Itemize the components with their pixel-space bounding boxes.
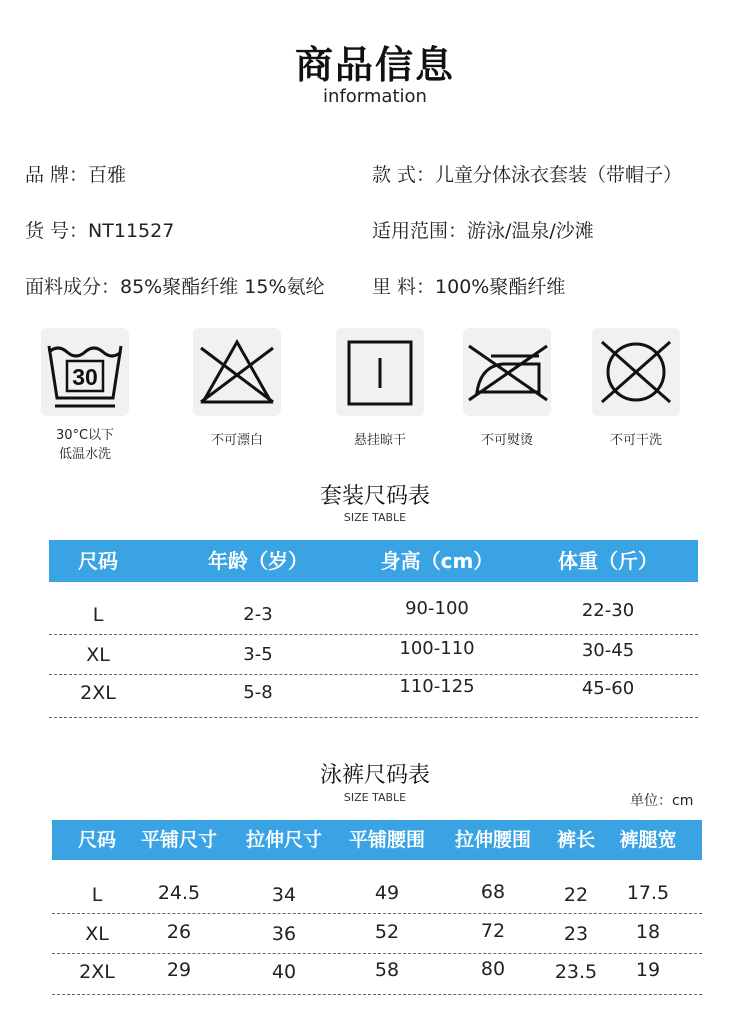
info-style: 款 式：儿童分体泳衣套装（带帽子） (372, 164, 683, 186)
row-divider (52, 913, 702, 914)
table-header-cell: 年龄（岁） (208, 549, 308, 573)
table-cell: 22 (563, 884, 589, 906)
table-cell: 36 (271, 923, 297, 945)
no-bleach-icon (193, 328, 281, 416)
unit-label: 单位：cm (630, 793, 694, 809)
table-cell: 3-5 (243, 644, 273, 665)
table-cell: 68 (480, 881, 506, 903)
hang-dry-icon (336, 328, 424, 416)
table-header-cell: 平铺腰围 (348, 829, 425, 851)
no-iron-icon (463, 328, 551, 416)
row-divider (49, 634, 698, 635)
table-header-cell: 尺码 (77, 829, 116, 851)
table-header-cell: 裤长 (556, 829, 595, 851)
page-title: 商品信息 (294, 43, 455, 87)
table-header-cell: 拉伸腰围 (454, 829, 531, 851)
care-label-no-bleach: 不可漂白 (210, 433, 263, 448)
table-cell: 80 (480, 958, 506, 980)
wash-temp-text: 30 (72, 364, 98, 390)
table-cell: 30-45 (581, 640, 635, 661)
trunks-table-header (52, 820, 702, 860)
table-cell: 72 (480, 920, 506, 942)
wash-30-icon (41, 328, 129, 416)
table-cell: 52 (374, 921, 400, 943)
size-table-subtitle: SIZE TABLE (343, 511, 407, 524)
table-header-cell: 拉伸尺寸 (245, 829, 322, 851)
size-table-title: 套装尺码表 (319, 484, 430, 509)
table-cell: 19 (635, 959, 661, 981)
row-divider (52, 994, 702, 995)
info-brand: 品 牌：百雅 (25, 164, 127, 186)
table-cell: 17.5 (626, 882, 670, 904)
trunks-table-title: 泳裤尺码表 (319, 763, 430, 788)
table-cell: 49 (374, 882, 400, 904)
info-fabric: 面料成分：85%聚酯纤维 15%氨纶 (25, 276, 325, 298)
info-usage: 适用范围：游泳/温泉/沙滩 (372, 220, 594, 242)
table-cell: 110-125 (399, 676, 475, 697)
table-cell: 100-110 (399, 638, 475, 659)
row-divider (52, 953, 702, 954)
row-divider (49, 717, 698, 718)
table-cell: XL (85, 923, 109, 945)
size-table-header (49, 540, 698, 582)
table-cell: 40 (271, 961, 297, 983)
info-lining: 里 料：100%聚酯纤维 (372, 276, 566, 298)
table-header-cell: 尺码 (78, 549, 118, 573)
table-cell: 2-3 (243, 604, 273, 625)
table-header-cell: 平铺尺寸 (140, 829, 217, 851)
row-divider (49, 674, 698, 675)
care-label-no-iron: 不可熨烫 (480, 433, 533, 448)
care-label-no-dry-clean: 不可干洗 (609, 433, 662, 448)
care-label-hang-dry: 悬挂晾干 (353, 433, 406, 448)
table-cell: 18 (635, 921, 661, 943)
table-cell: 34 (271, 884, 297, 906)
no-dry-clean-icon (592, 328, 680, 416)
table-cell: 2XL (80, 682, 116, 704)
table-cell: 23.5 (554, 961, 598, 983)
table-header-cell: 裤腿宽 (619, 829, 677, 851)
table-header-cell: 身高（cm） (380, 549, 494, 573)
table-cell: 45-60 (581, 678, 635, 699)
table-cell: 2XL (79, 961, 115, 983)
info-item-no: 货 号：NT11527 (25, 220, 175, 242)
table-cell: 90-100 (405, 598, 469, 619)
table-cell: 5-8 (243, 682, 273, 703)
trunks-table-subtitle: SIZE TABLE (343, 791, 407, 804)
page-subtitle: information (323, 86, 427, 107)
table-cell: L (92, 604, 104, 626)
table-header-cell: 体重（斤） (558, 549, 658, 573)
table-cell: 24.5 (157, 882, 201, 904)
table-cell: 29 (166, 959, 192, 981)
table-cell: 58 (374, 959, 400, 981)
table-cell: 22-30 (581, 600, 635, 621)
table-cell: 26 (166, 921, 192, 943)
table-cell: 23 (563, 923, 589, 945)
table-cell: L (91, 884, 103, 906)
care-label-wash: 30°C以下 低温水洗 (55, 428, 115, 462)
table-cell: XL (86, 644, 110, 666)
